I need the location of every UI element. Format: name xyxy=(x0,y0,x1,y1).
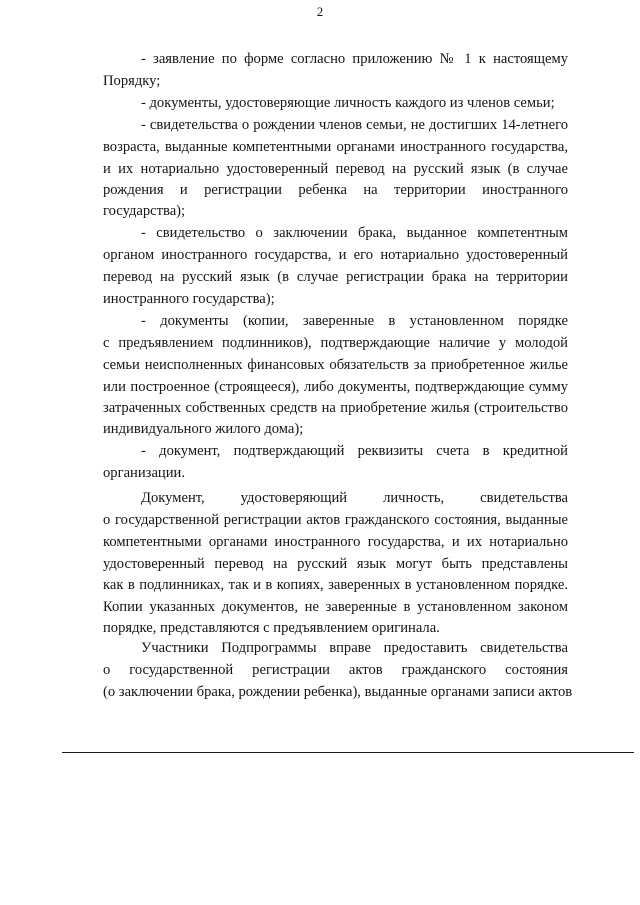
page-number: 2 xyxy=(316,4,324,19)
text-line: - документ, подтверждающий реквизиты счета в кредитной xyxy=(141,443,568,459)
text-line: и их нотариально удостоверенный перевод на русский язык (в случае xyxy=(103,161,568,177)
text-line: компетентными органами иностранного государства, и их нотариально xyxy=(103,534,568,550)
text-line: (о заключении брака, рождении ребенка), выданные органами записи актов xyxy=(103,684,573,700)
text-line: или построенное (строящееся), либо документы, подтверждающие сумму xyxy=(103,379,568,395)
text-line: с предъявлением подлинников), подтверждающие наличие у молодой xyxy=(103,335,568,351)
text-line: - документы, удостоверяющие личность каждого из членов семьи; xyxy=(141,95,555,111)
text-line: иностранного государства); xyxy=(103,291,275,307)
text-line: Порядку; xyxy=(103,73,161,89)
text-line: индивидуального жилого дома); xyxy=(103,421,304,437)
text-line: - свидетельство о заключении брака, выданное компетентным xyxy=(141,225,568,241)
text-line: рождения и регистрации ребенка на территории иностранного xyxy=(103,182,568,198)
text-line: организации. xyxy=(103,465,185,481)
text-line: о государственной регистрации актов гражданского состояния xyxy=(103,662,568,678)
text-line: органом иностранного государства, и его нотариально удостоверенный xyxy=(103,247,568,263)
text-line: возраста, выданные компетентными органами иностранного государства, xyxy=(103,139,568,155)
text-line: затраченных собственных средств на приобретение жилья (строительство xyxy=(103,400,568,416)
text-line: государства); xyxy=(103,203,186,219)
text-line: Участники Подпрограммы вправе предоставить свидетельства xyxy=(141,640,568,656)
text-line: семьи неисполненных финансовых обязательств за приобретенное жилье xyxy=(103,357,568,373)
text-line: порядке, представляются с предъявлением оригинала. xyxy=(103,620,440,636)
text-line: - документы (копии, заверенные в установленном порядке xyxy=(141,313,568,329)
text-line: Документ, удостоверяющий личность, свидетельства xyxy=(141,490,568,506)
text-line: как в подлинниках, так и в копиях, заверенных в установленном порядке. xyxy=(103,577,568,593)
text-line: перевод на русский язык (в случае регистрации брака на территории xyxy=(103,269,568,285)
footer-divider xyxy=(62,752,634,753)
text-line: - свидетельства о рождении членов семьи, не достигших 14-летнего xyxy=(141,117,568,133)
text-line: Копии указанных документов, не заверенные в установленном законом xyxy=(103,599,568,615)
text-line: удостоверенный перевод на русский язык могут быть представлены xyxy=(103,556,568,572)
text-line: - заявление по форме согласно приложению № 1 к настоящему xyxy=(141,51,568,67)
text-line: о государственной регистрации актов гражданского состояния, выданные xyxy=(103,512,568,528)
